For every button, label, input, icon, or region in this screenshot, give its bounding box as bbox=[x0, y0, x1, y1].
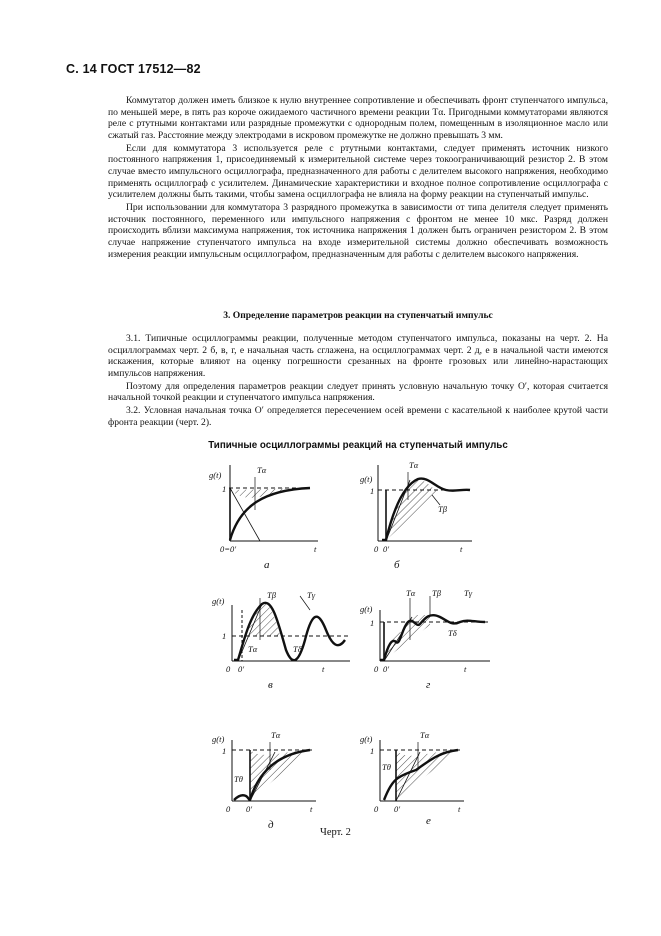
panel-b-ta-label: Tα bbox=[409, 460, 419, 470]
panel-g-tb-label: Tβ bbox=[432, 588, 441, 598]
panel-e-t-label: t bbox=[458, 804, 461, 814]
section-paragraph-1: 3.1. Типичные осциллограммы реакции, полученные методом ступенчатого импульса, показаны на черт. 2. На осциллограммах черт. 2 б, в, г, е начальная часть сглажена, на осциллограммах черт. 2 д, е в начальной части имеются искажения, которые влияют на оценку погрешности срезанных на фронте грозовых или линейно-нарастающих импульсов напряжения. bbox=[108, 333, 608, 379]
panel-e-to-label: Tθ bbox=[382, 762, 391, 772]
section-heading: 3. Определение параметров реакции на ступенчатый импульс bbox=[223, 310, 493, 321]
figure-caption: Черт. 2 bbox=[320, 827, 351, 838]
panel-e-caption: е bbox=[426, 815, 431, 827]
panel-e-oprime-label: 0′ bbox=[394, 804, 401, 814]
panel-v-t-label: t bbox=[322, 664, 325, 674]
panel-g-oprime-label: 0′ bbox=[383, 664, 390, 674]
panel-d-oprime-label: 0′ bbox=[246, 804, 253, 814]
panel-e bbox=[380, 740, 464, 801]
panel-g-one-label: 1 bbox=[370, 618, 375, 628]
panel-g-caption: г bbox=[426, 679, 431, 691]
panel-b-tb-label: Tβ bbox=[438, 504, 447, 514]
panel-a-t-label: t bbox=[314, 544, 317, 554]
section-paragraph-2: Поэтому для определения параметров реакции следует принять условную начальную точку O′, которая считается начальной точкой реакции и ступенчатого импульса напряжения. bbox=[108, 380, 608, 404]
panel-v-one-label: 1 bbox=[222, 631, 227, 641]
panel-e-ta-label: Tα bbox=[420, 730, 430, 740]
section-paragraph-3: 3.2. Условная начальная точка O′ определяется пересечением осей времени с касательной к наиболее крутой части фронта реакции (черт. 2). bbox=[108, 405, 608, 428]
panel-a bbox=[229, 465, 318, 541]
panel-v-caption: в bbox=[268, 679, 273, 691]
panel-a-caption: а bbox=[264, 559, 270, 571]
paragraph-3: При использовании для коммутатора 3 разрядного промежутка в зависимости от типа делителя следует применять источник постоянного, переменного или импульсного напряжения с фронтом не менее 10 мкс. Разряд должен происходить вблизи максимума напряжения, ток источника напряжения 1 должен быть ограничен резистором 2. В этом случае напряжение ступенчатого импульса на входе измерительной системы должно обеспечивать возможность измерения реакции импульсным осциллографом, предназначенным для работы с делителем высокого напряжения. bbox=[108, 202, 608, 260]
panel-g-tg-label: Tγ bbox=[464, 588, 473, 598]
panel-b-t-label: t bbox=[460, 544, 463, 554]
panel-d-ta-label: Tα bbox=[271, 730, 281, 740]
panel-e-g-label: g(t) bbox=[360, 734, 373, 744]
panel-g-ta-label: Tα bbox=[406, 588, 416, 598]
panel-d-t-label: t bbox=[310, 804, 313, 814]
figure-title: Типичные осциллограммы реакций на ступенчатый импульс bbox=[208, 440, 508, 451]
panel-d-to-label: Tθ bbox=[234, 774, 243, 784]
panel-g-t-label: t bbox=[464, 664, 467, 674]
paragraph-1: Коммутатор должен иметь близкое к нулю внутреннее сопротивление и обеспечивать фронт ступенчатого импульса, по меньшей мере, в пять раз короче ожидаемого частичного времени реакции Tα. Пригодными коммутаторами являются реле с ртутными контактами или разрядные промежутки с однородным полем, помещенным в изоляционное масло или сжатый газ. Расстояние между электродами в искровом промежутке не должно превышать 3 мм. bbox=[108, 95, 608, 141]
panel-b-one-label: 1 bbox=[370, 486, 375, 496]
panel-e-one-label: 1 bbox=[370, 746, 375, 756]
panel-g-td-label: Tδ bbox=[448, 628, 457, 638]
paragraph-2: Если для коммутатора 3 используется реле с ртутными контактами, следует применять источник низкого постоянного напряжения 1, присоединяемый к измерительной системе через токоограничивающий резистор 2. В этом случае вместо импульсного осциллографа, предназначенного для работы с делителем высокого напряжения, необходимо применять осциллограф с усилителем. Динамические характеристики и входное полное сопротивление осциллографа с усилителем должны быть такими, чтобы замена осциллографа не влияла на форму реакции на ступенчатый импульс. bbox=[108, 142, 608, 201]
panel-v-tg-label: Tγ bbox=[307, 590, 316, 600]
page-header: С. 14 ГОСТ 17512—82 bbox=[66, 62, 201, 76]
panel-v-oprime-label: 0′ bbox=[238, 664, 245, 674]
panel-a-origin-label: 0=0′ bbox=[220, 544, 237, 554]
panel-v-zero-label: 0 bbox=[226, 664, 231, 674]
panel-d-caption: д bbox=[268, 819, 274, 831]
panel-d-one-label: 1 bbox=[222, 746, 227, 756]
panel-b-g-label: g(t) bbox=[360, 474, 373, 484]
panel-a-g-label: g(t) bbox=[209, 470, 222, 480]
panel-a-ta-label: Tα bbox=[257, 465, 267, 475]
panel-d-zero-label: 0 bbox=[226, 804, 231, 814]
panel-g bbox=[380, 596, 490, 661]
panel-e-zero-label: 0 bbox=[374, 804, 379, 814]
panel-g-zero-label: 0 bbox=[374, 664, 379, 674]
panel-b-oprime-label: 0′ bbox=[383, 544, 390, 554]
panel-v-ta-label: Tα bbox=[248, 644, 258, 654]
panel-b-zero-label: 0 bbox=[374, 544, 379, 554]
panel-v-tb-label: Tβ bbox=[267, 590, 276, 600]
panel-v-td-label: Tδ bbox=[293, 644, 302, 654]
panel-d-g-label: g(t) bbox=[212, 734, 225, 744]
panel-d bbox=[232, 740, 316, 801]
panel-v-g-label: g(t) bbox=[212, 596, 225, 606]
panel-g-g-label: g(t) bbox=[360, 604, 373, 614]
panel-b bbox=[378, 465, 472, 541]
panel-b-caption: б bbox=[394, 559, 400, 571]
panel-a-one-label: 1 bbox=[222, 484, 227, 494]
